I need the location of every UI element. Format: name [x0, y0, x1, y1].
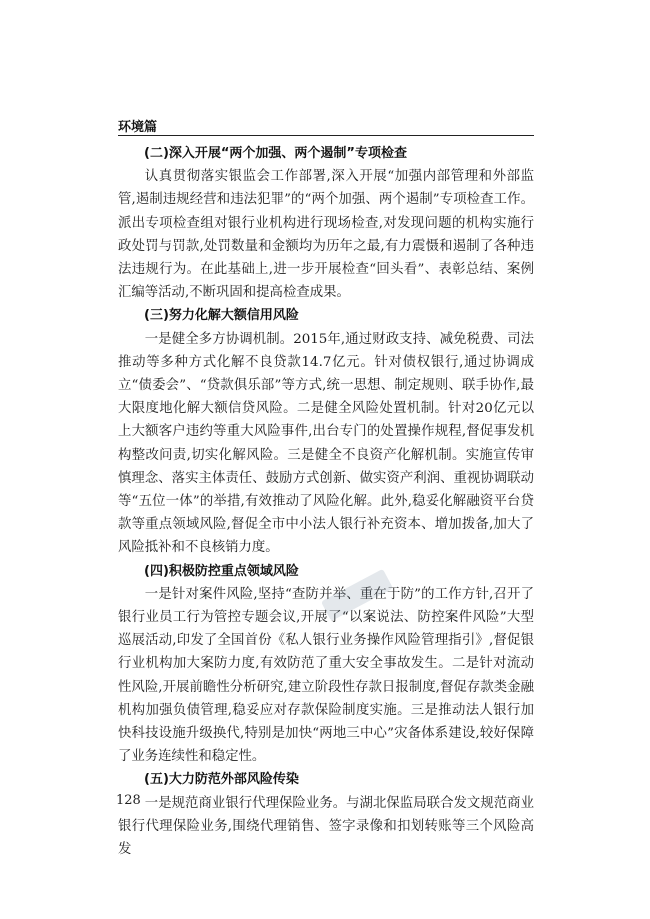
body-text — [118, 142, 534, 861]
section-3-paragraph-1: 一是健全多方协调机制。2015年,通过财政支持、减免税费、司法推动等多种方式化解不良贷款14.7亿元。针对债权银行,通过协调成立“债委会”、“贷款俱乐部”等方式,统一思想、制定规则、联手协作,最大限度地化解大额信贷风险。二是健全风险处置机制。针对20亿元以上大额客户违约等重大风险事件,出台专门的处置操作规程,督促事发机构整改问责,切实化解风险。三是健全不良资产化解机制。实施宣传审慎理念、落实主体责任、鼓励方式创新、做实资产利润、重视协调联动等“五位一体”的举措,有效推动了风险化解。此外,稳妥化解融资平台贷款等重点领域风险,督促全市中小法人银行补充资本、增加拨备,加大了风险抵补和不良核销力度。 — [118, 331, 534, 556]
page-number: 128 — [116, 793, 141, 808]
running-header: 环境篇 — [118, 120, 158, 135]
section-heading-2: (二)深入开展“两个加强、两个遏制”专项检查 — [144, 146, 407, 161]
header-rule — [118, 135, 534, 136]
section-5-paragraph-1: 一是规范商业银行代理保险业务。与湖北保监局联合发文规范商业银行代理保险业务,围绕代理销售、签字录像和扣划转账等三个风险高发 — [118, 795, 534, 858]
section-heading-5: (五)大力防范外部风险传染 — [144, 772, 299, 788]
section-4-paragraph-1: 一是针对案件风险,坚持“查防并举、重在于防”的工作方针,召开了银行业员工行为管控专题会议,开展了“以案说法、防控案件风险”大型巡展活动,印发了全国首份《私人银行业务操作风险管理指引》,督促银行业机构加大案防力度,有效防范了重大安全事故发生。二是针对流动性风险,开展前瞻性分析研究,建立阶段性存款日报制度,督促存款类金融机构加强负债管理,稳妥应对存款保险制度实施。三是推动法人银行加快科技设施升级换代,特别是加快“两地三中心”灾备体系建设,较好保障了业务连续性和稳定性。 — [118, 586, 534, 765]
section-heading-3: (三)努力化解大额信用风险 — [144, 308, 299, 324]
section-heading-4: (四)积极防控重点领域风险 — [144, 563, 299, 579]
section-2-paragraph-1: 认真贯彻落实银监会工作部署,深入开展“加强内部管理和外部监管,遏制违规经营和违法犯罪”的“两个加强、两个遏制”专项检查工作。派出专项检查组对银行业机构进行现场检查,对发现问题的机构实施行政处罚与罚款,处罚数量和金额均为历年之最,有力震慑和遏制了各种违法违规行为。在此基础上,进一步开展检查“回头看”、表彰总结、案例汇编等活动,不断巩固和提高检查成果。 — [118, 169, 534, 301]
